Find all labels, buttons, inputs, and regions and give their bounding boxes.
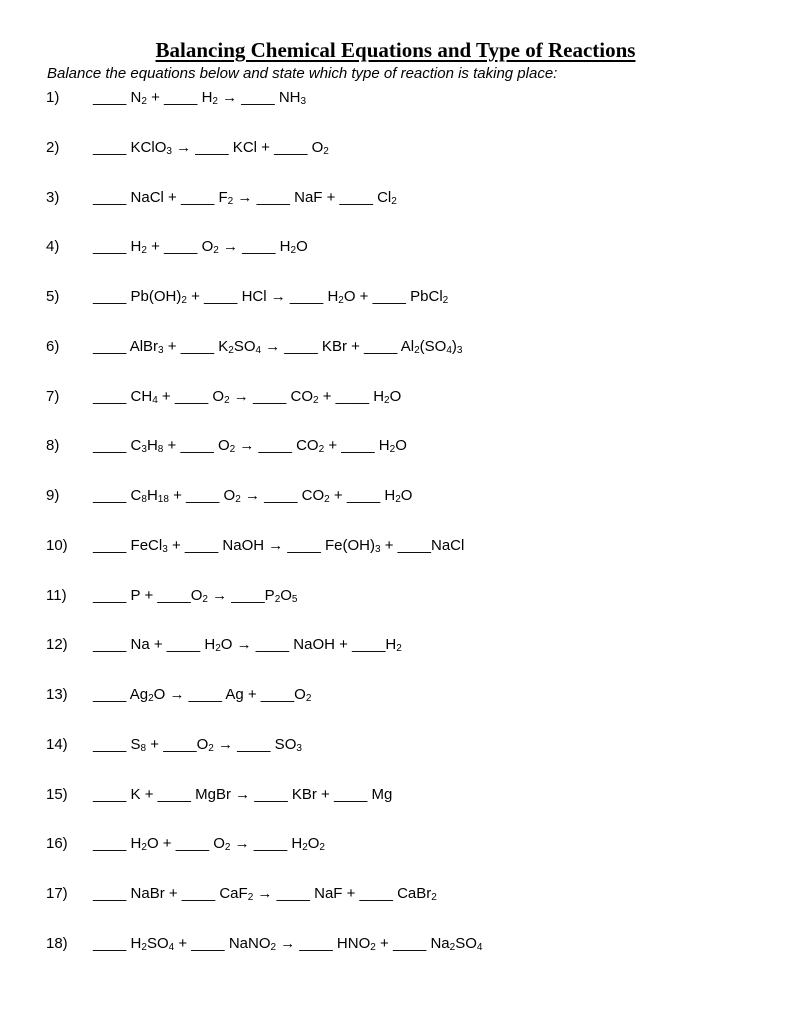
equation-number: 3): [46, 189, 60, 206]
equation-number: 8): [46, 437, 60, 454]
equation-expression: ____ Na + ____ $H_2O$ → ____ NaOH + $\_\_\_\_H_2$: [93, 636, 402, 654]
equation-row: [0, 734, 791, 756]
equation-row: [0, 784, 791, 806]
equation-expression: ____ $Pb(OH)_2$ + ____ HCl → ____ $H_2O$ + ____ PbCl$_2$: [93, 288, 449, 306]
equation-number: 18): [46, 935, 68, 952]
equation-row: [0, 137, 791, 159]
equation-expression: ____ $H_2O$ + ____ $O_2$ → ____ $H_2O_2$: [93, 835, 325, 853]
equation-expression: ____ $CH_4$ + ____ $O_2$ → ____ $CO_2$ + ____ $H_2O$: [93, 388, 402, 406]
equation-row: [0, 485, 791, 507]
equation-expression: ____ KClO$_3$ → ____ KCl + ____ $O_2$: [93, 139, 329, 157]
equation-row: [0, 386, 791, 408]
equation-row: [0, 87, 791, 109]
equation-expression: ____ $S_8$ + $\_\_\_\_O_2$ → ____ $SO_3$: [93, 736, 302, 754]
equation-number: 16): [46, 835, 68, 852]
equation-row: [0, 236, 791, 258]
equation-number: 7): [46, 388, 60, 405]
equation-row: [0, 336, 791, 358]
equation-number: 17): [46, 885, 68, 902]
equation-expression: ____ NaCl + ____ $F_2$ → ____ NaF + ____ $Cl_2$: [93, 189, 397, 207]
equation-row: [0, 187, 791, 209]
equation-row: [0, 684, 791, 706]
equation-number: 10): [46, 537, 68, 554]
equation-number: 14): [46, 736, 68, 753]
equation-number: 4): [46, 238, 60, 255]
equation-number: 13): [46, 686, 68, 703]
equation-expression: ____ NaBr + ____ CaF$_2$ → ____ NaF + ____ CaBr$_2$: [93, 885, 437, 903]
equation-number: 9): [46, 487, 60, 504]
equation-row: [0, 286, 791, 308]
equation-row: [0, 535, 791, 557]
equation-number: 6): [46, 338, 60, 355]
equation-number: 1): [46, 89, 60, 106]
equation-number: 11): [46, 587, 67, 604]
equation-expression: ____ FeCl$_3$ + ____ NaOH → ____ $Fe(OH)_3$ + ____NaCl: [93, 537, 465, 555]
equation-row: [0, 833, 791, 855]
equation-row: [0, 933, 791, 955]
equation-number: 2): [46, 139, 60, 156]
equation-expression: ____ $C_8H_{18}$ + ____ $O_2$ → ____ $CO_2$ + ____ $H_2O$: [93, 487, 413, 505]
instructions: Balance the equations below and state which type of reaction is taking place:: [47, 65, 558, 82]
equation-expression: ____ $H_2SO_4$ + ____ NaNO$_2$ → ____ $HNO_2$ + ____ $Na_2SO_4$: [93, 935, 483, 953]
page-title-text: Balancing Chemical Equations and Type of Reactions: [155, 38, 636, 62]
equation-row: [0, 435, 791, 457]
equation-expression: ____ $P + \_\_\_\_O_2$ → $\_\_\_\_P_2O_5$: [93, 587, 298, 605]
equation-row: [0, 585, 791, 607]
equation-row: [0, 883, 791, 905]
equation-expression: ____ K + ____ MgBr → ____ KBr + ____ Mg: [93, 786, 393, 803]
equation-number: 5): [46, 288, 60, 305]
equation-number: 12): [46, 636, 68, 653]
equation-expression: ____ $Ag_2O$ → ____ $Ag + \_\_\_\_O_2$: [93, 686, 312, 704]
equation-expression: ____ $C_3H_8$ + ____ $O_2$ → ____ $CO_2$ + ____ $H_2O$: [93, 437, 407, 455]
equation-expression: ____ $N_2$ + ____ $H_2$ → ____ $NH_3$: [93, 89, 307, 107]
equation-expression: ____ $H_2$ + ____ $O_2$ → ____ $H_2O$: [93, 238, 308, 256]
equation-expression: ____ AlBr$_3$ + ____ $K_2SO_4$ → ____ KBr + ____ $Al_2(SO_4)_3$: [93, 338, 463, 356]
equation-number: 15): [46, 786, 68, 803]
equation-row: [0, 634, 791, 656]
